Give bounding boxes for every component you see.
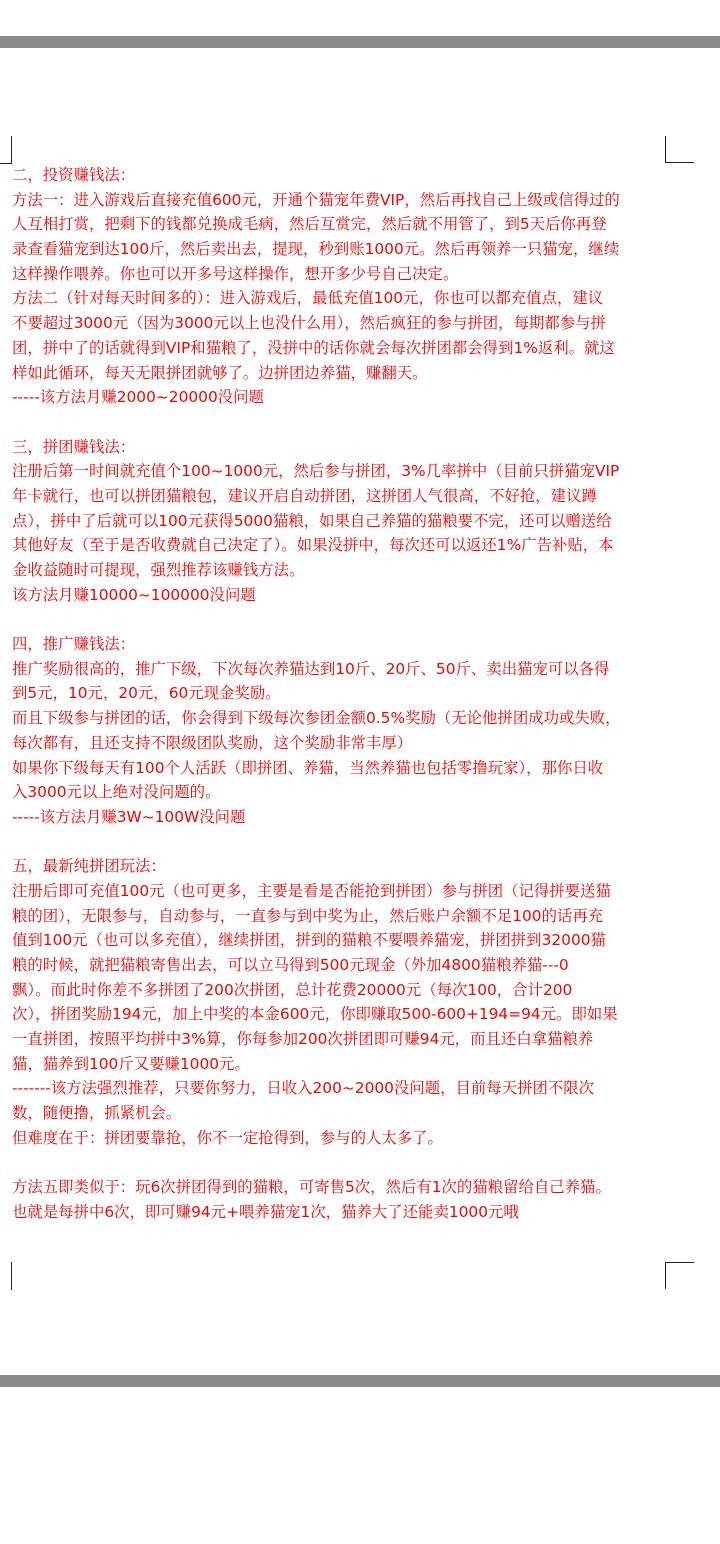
text-line: 也就是每拼中6次，即可赚94元+喂养猫宠1次，猫养大了还能卖1000元哦 — [12, 1202, 519, 1221]
text-line: 注册后即可充值100元（也可更多，主要是看是否能抢到拼团）参与拼团（记得拼要送猫 — [12, 881, 611, 900]
text-line: 金收益随时可提现，强烈推荐该赚钱方法。 — [12, 561, 305, 579]
text-line: 推广奖励很高的，推广下级，下次每次养猫达到10斤、20斤、50斤、卖出猫宠可以各得 — [12, 659, 610, 678]
page-separator-top — [0, 36, 720, 48]
text-line: 粮的团），无限参与，自动参与，一直参与到中奖为止，然后账户余额不足100的话再充 — [12, 906, 604, 925]
text-line: 到5元，10元，20元，60元现金奖励。 — [12, 684, 281, 703]
section-4 — [12, 854, 712, 1150]
text-line: 每次都有，且还支持不限级团队奖励，这个奖励非常丰厚） — [12, 733, 413, 752]
text-line: -----该方法月赚3W~100W没问题 — [12, 807, 246, 826]
document-body — [12, 163, 712, 1225]
text-line: 粮的时候，就把猫粮寄售出去，可以立马得到500元现金（外加4800猫粮养猫---0 — [12, 956, 569, 974]
text-line: 其他好友（至于是否收费就自己决定了）。如果没拼中，每次还可以返还1%广告补贴，本 — [12, 536, 614, 555]
section-5 — [12, 1175, 712, 1224]
section-heading: 三，拼团赚钱法： — [12, 437, 136, 456]
text-line: 次），拼团奖励194元，加上中奖的本金600元，你即赚取500-600+194=94元。即如果 — [12, 1005, 618, 1024]
page-separator-bottom — [0, 1375, 720, 1387]
text-line: 团，拼中了的话就得到VIP和猫粮了，没拼中的话你就会每次拼团都会得到1%返利。就这 — [12, 338, 615, 357]
text-line: 入3000元以上绝对没问题的。 — [12, 783, 221, 802]
text-line: 方法二（针对每天时间多的）：进入游戏后，最低充值100元，你也可以都充值点，建议 — [12, 289, 604, 308]
section-heading: 四，推广赚钱法： — [12, 635, 136, 654]
text-line: 不要超过3000元（因为3000元以上也没什么用），然后疯狂的参与拼团，每期都参与拼 — [12, 314, 606, 333]
text-line: 飘）。而此时你差不多拼团了200次拼团，总计花费20000元（每次100，合计200 — [12, 980, 573, 999]
text-line: 而且下级参与拼团的话，你会得到下级每次参团金额0.5%奖励（无论他拼团成功或失败， — [12, 709, 621, 728]
blank-line — [12, 830, 712, 855]
section-heading: 二，投资赚钱法： — [12, 166, 136, 184]
text-line: -------该方法强烈推荐，只要你努力，日收入200~2000没问题，目前每天拼团不限次 — [12, 1079, 595, 1098]
blank-line — [12, 410, 712, 435]
crop-mark-bottom-left — [0, 1262, 12, 1290]
text-line: 值到100元（也可以多充值），继续拼团，拼到的猫粮不要喂养猫宠，拼团拼到32000猫 — [12, 931, 606, 950]
text-line: 这样操作喂养。你也可以开多号这样操作，想开多少号自己决定。 — [12, 264, 459, 283]
section-1 — [12, 163, 712, 410]
text-line: 样如此循环，每天无限拼团就够了。边拼团边养猫，赚翻天。 — [12, 363, 428, 382]
text-line: -----该方法月赚2000~20000没问题 — [12, 388, 264, 407]
section-heading: 方法五即类似于：玩6次拼团得到的猫粮，可寄售5次，然后有1次的猫粮留给自己养猫。 — [12, 1178, 611, 1197]
text-line: 点），拼中了后就可以100元获得5000猫粮，如果自己养猫的猫粮要不完，还可以赠送给 — [12, 511, 612, 530]
text-line: 方法一：进入游戏后直接充值600元，开通个猫宠年费VIP，然后再找自己上级或信得过的 — [12, 190, 620, 209]
text-line: 录查看猫宠到达100斤，然后卖出去，提现，秒到账1000元。然后再领养一只猫宠，继续 — [12, 240, 620, 259]
text-line: 人互相打赏，把剩下的钱都兑换成毛病，然后互赏完，然后就不用管了，到5天后你再登 — [12, 215, 607, 234]
text-line: 一直拼团，按照平均拼中3%算，你每参加200次拼团即可赚94元，而且还白拿猫粮养 — [12, 1030, 594, 1049]
section-heading: 五，最新纯拼团玩法： — [12, 857, 166, 876]
text-line: 数，随便撸，抓紧机会。 — [12, 1104, 182, 1123]
crop-mark-bottom-right — [665, 1262, 694, 1289]
text-line: 年卡就行，也可以拼团猫粮包，建议开启自动拼团，这拼团人气很高，不好抢，建议蹲 — [12, 486, 597, 505]
blank-line — [12, 607, 712, 632]
text-line: 该方法月赚10000~100000没问题 — [12, 585, 256, 604]
section-3 — [12, 632, 712, 830]
text-line: 但难度在于：拼团要靠抢，你不一定抢得到，参与的人太多了。 — [12, 1128, 443, 1147]
crop-mark-top-right — [665, 136, 694, 163]
text-line: 注册后第一时间就充值个100~1000元，然后参与拼团，3%几率拼中（目前只拼猫宠VIP — [12, 462, 620, 481]
crop-mark-top-left-horizontal — [0, 163, 11, 164]
text-line: 猫，猫养到100斤又要赚1000元。 — [12, 1054, 250, 1073]
text-line: 如果你下级每天有100个人活跃（即拼团、养猫，当然养猫也包括零撸玩家），那你日收 — [12, 758, 604, 777]
section-2 — [12, 435, 712, 608]
crop-mark-top-left — [0, 136, 12, 164]
top-margin — [0, 0, 720, 36]
blank-line — [12, 1151, 712, 1176]
next-page[interactable] — [0, 1387, 720, 1544]
